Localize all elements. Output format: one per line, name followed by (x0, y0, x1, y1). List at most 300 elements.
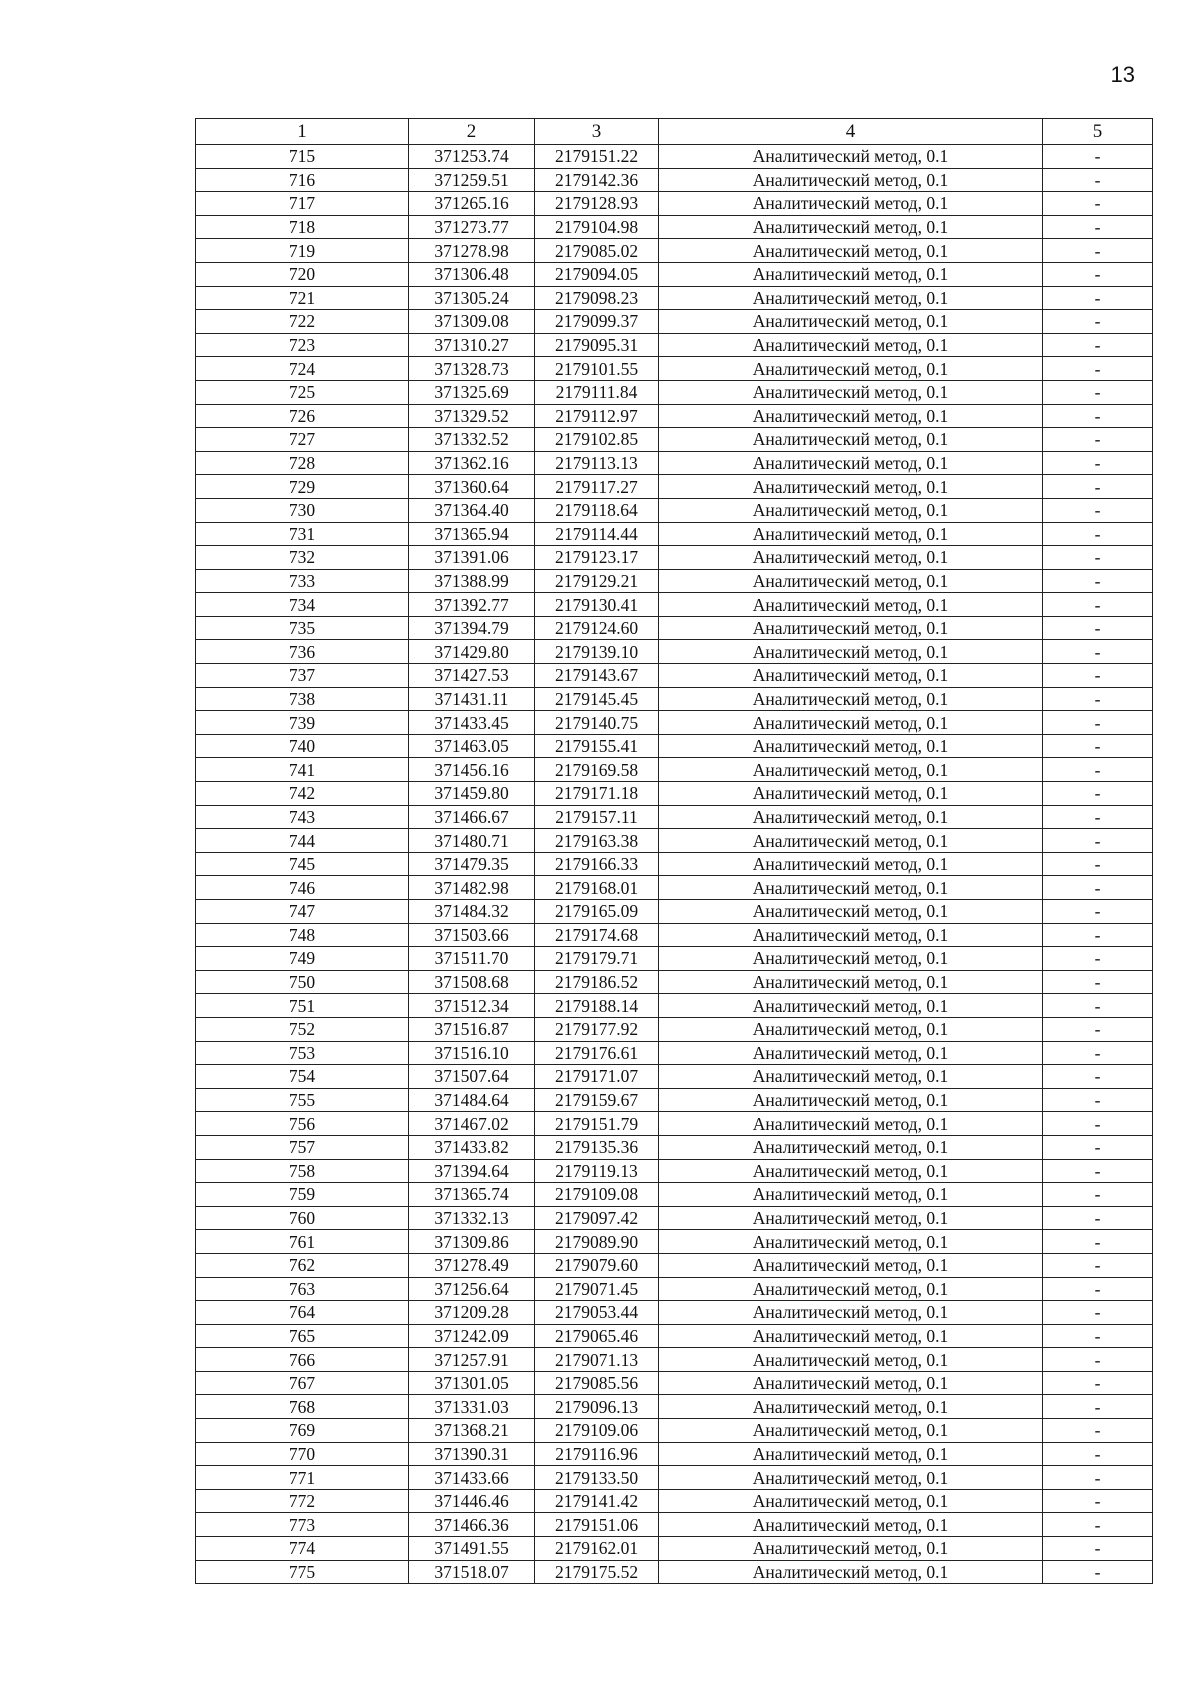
table-row (196, 1183, 1153, 1207)
method-cell: Аналитический метод, 0.1 (659, 805, 1043, 829)
point-number-cell: 766 (196, 1348, 409, 1372)
note-cell: - (1043, 262, 1153, 286)
note-cell: - (1043, 451, 1153, 475)
y-coordinate-cell: 2179135.36 (535, 1135, 659, 1159)
x-coordinate-cell: 371466.36 (409, 1513, 535, 1537)
y-coordinate-cell: 2179096.13 (535, 1395, 659, 1419)
table-row (196, 404, 1153, 428)
x-coordinate-cell: 371301.05 (409, 1371, 535, 1395)
note-cell: - (1043, 593, 1153, 617)
note-cell: - (1043, 1513, 1153, 1537)
y-coordinate-cell: 2179163.38 (535, 829, 659, 853)
method-cell: Аналитический метод, 0.1 (659, 1395, 1043, 1419)
method-cell: Аналитический метод, 0.1 (659, 994, 1043, 1018)
x-coordinate-cell: 371508.68 (409, 970, 535, 994)
point-number-cell: 763 (196, 1277, 409, 1301)
note-cell: - (1043, 1301, 1153, 1325)
x-coordinate-cell: 371329.52 (409, 404, 535, 428)
y-coordinate-cell: 2179071.45 (535, 1277, 659, 1301)
table-row (196, 1466, 1153, 1490)
method-cell: Аналитический метод, 0.1 (659, 428, 1043, 452)
note-cell: - (1043, 1159, 1153, 1183)
note-cell: - (1043, 1112, 1153, 1136)
table-row (196, 357, 1153, 381)
note-cell: - (1043, 168, 1153, 192)
point-number-cell: 768 (196, 1395, 409, 1419)
table-row (196, 1206, 1153, 1230)
point-number-cell: 758 (196, 1159, 409, 1183)
note-cell: - (1043, 1088, 1153, 1112)
method-cell: Аналитический метод, 0.1 (659, 239, 1043, 263)
x-coordinate-cell: 371388.99 (409, 569, 535, 593)
point-number-cell: 749 (196, 947, 409, 971)
column-header-5: 5 (1043, 119, 1153, 145)
note-cell: - (1043, 1065, 1153, 1089)
y-coordinate-cell: 2179175.52 (535, 1560, 659, 1584)
y-coordinate-cell: 2179171.07 (535, 1065, 659, 1089)
y-coordinate-cell: 2179123.17 (535, 546, 659, 570)
note-cell: - (1043, 994, 1153, 1018)
column-header-4: 4 (659, 119, 1043, 145)
coordinates-table (195, 118, 1153, 1584)
note-cell: - (1043, 687, 1153, 711)
note-cell: - (1043, 475, 1153, 499)
point-number-cell: 769 (196, 1419, 409, 1443)
table-row (196, 569, 1153, 593)
point-number-cell: 716 (196, 168, 409, 192)
table-row (196, 262, 1153, 286)
table-row (196, 1489, 1153, 1513)
note-cell: - (1043, 1489, 1153, 1513)
table-row (196, 734, 1153, 758)
point-number-cell: 774 (196, 1537, 409, 1561)
table-row (196, 1324, 1153, 1348)
point-number-cell: 756 (196, 1112, 409, 1136)
x-coordinate-cell: 371332.13 (409, 1206, 535, 1230)
x-coordinate-cell: 371394.79 (409, 616, 535, 640)
y-coordinate-cell: 2179141.42 (535, 1489, 659, 1513)
point-number-cell: 764 (196, 1301, 409, 1325)
x-coordinate-cell: 371305.24 (409, 286, 535, 310)
table-row (196, 1088, 1153, 1112)
point-number-cell: 731 (196, 522, 409, 546)
note-cell: - (1043, 1560, 1153, 1584)
x-coordinate-cell: 371459.80 (409, 782, 535, 806)
note-cell: - (1043, 1466, 1153, 1490)
point-number-cell: 720 (196, 262, 409, 286)
point-number-cell: 736 (196, 640, 409, 664)
x-coordinate-cell: 371331.03 (409, 1395, 535, 1419)
y-coordinate-cell: 2179079.60 (535, 1253, 659, 1277)
table-header-row (196, 119, 1153, 145)
note-cell: - (1043, 357, 1153, 381)
x-coordinate-cell: 371310.27 (409, 333, 535, 357)
table-row (196, 829, 1153, 853)
y-coordinate-cell: 2179119.13 (535, 1159, 659, 1183)
x-coordinate-cell: 371332.52 (409, 428, 535, 452)
table-row (196, 1395, 1153, 1419)
note-cell: - (1043, 758, 1153, 782)
y-coordinate-cell: 2179097.42 (535, 1206, 659, 1230)
method-cell: Аналитический метод, 0.1 (659, 923, 1043, 947)
table-row (196, 758, 1153, 782)
y-coordinate-cell: 2179071.13 (535, 1348, 659, 1372)
method-cell: Аналитический метод, 0.1 (659, 640, 1043, 664)
point-number-cell: 753 (196, 1041, 409, 1065)
note-cell: - (1043, 1253, 1153, 1277)
note-cell: - (1043, 970, 1153, 994)
y-coordinate-cell: 2179099.37 (535, 310, 659, 334)
note-cell: - (1043, 734, 1153, 758)
y-coordinate-cell: 2179151.22 (535, 145, 659, 169)
point-number-cell: 746 (196, 876, 409, 900)
x-coordinate-cell: 371209.28 (409, 1301, 535, 1325)
y-coordinate-cell: 2179065.46 (535, 1324, 659, 1348)
point-number-cell: 737 (196, 664, 409, 688)
point-number-cell: 747 (196, 900, 409, 924)
note-cell: - (1043, 428, 1153, 452)
y-coordinate-cell: 2179176.61 (535, 1041, 659, 1065)
y-coordinate-cell: 2179128.93 (535, 192, 659, 216)
method-cell: Аналитический метод, 0.1 (659, 1230, 1043, 1254)
method-cell: Аналитический метод, 0.1 (659, 522, 1043, 546)
note-cell: - (1043, 852, 1153, 876)
note-cell: - (1043, 1442, 1153, 1466)
point-number-cell: 745 (196, 852, 409, 876)
method-cell: Аналитический метод, 0.1 (659, 1183, 1043, 1207)
table-row (196, 145, 1153, 169)
method-cell: Аналитический метод, 0.1 (659, 1324, 1043, 1348)
method-cell: Аналитический метод, 0.1 (659, 286, 1043, 310)
point-number-cell: 723 (196, 333, 409, 357)
point-number-cell: 732 (196, 546, 409, 570)
table-body (196, 145, 1153, 1584)
y-coordinate-cell: 2179117.27 (535, 475, 659, 499)
x-coordinate-cell: 371365.74 (409, 1183, 535, 1207)
note-cell: - (1043, 1324, 1153, 1348)
table-row (196, 428, 1153, 452)
method-cell: Аналитический метод, 0.1 (659, 758, 1043, 782)
method-cell: Аналитический метод, 0.1 (659, 475, 1043, 499)
table-row (196, 900, 1153, 924)
method-cell: Аналитический метод, 0.1 (659, 1301, 1043, 1325)
x-coordinate-cell: 371463.05 (409, 734, 535, 758)
table-row (196, 451, 1153, 475)
y-coordinate-cell: 2179166.33 (535, 852, 659, 876)
page-number: 13 (1110, 62, 1135, 87)
note-cell: - (1043, 1277, 1153, 1301)
x-coordinate-cell: 371278.98 (409, 239, 535, 263)
point-number-cell: 729 (196, 475, 409, 499)
note-cell: - (1043, 829, 1153, 853)
y-coordinate-cell: 2179171.18 (535, 782, 659, 806)
point-number-cell: 771 (196, 1466, 409, 1490)
point-number-cell: 719 (196, 239, 409, 263)
y-coordinate-cell: 2179186.52 (535, 970, 659, 994)
y-coordinate-cell: 2179098.23 (535, 286, 659, 310)
point-number-cell: 765 (196, 1324, 409, 1348)
note-cell: - (1043, 711, 1153, 735)
method-cell: Аналитический метод, 0.1 (659, 1253, 1043, 1277)
method-cell: Аналитический метод, 0.1 (659, 876, 1043, 900)
note-cell: - (1043, 239, 1153, 263)
x-coordinate-cell: 371265.16 (409, 192, 535, 216)
x-coordinate-cell: 371482.98 (409, 876, 535, 900)
point-number-cell: 773 (196, 1513, 409, 1537)
table-row (196, 782, 1153, 806)
point-number-cell: 752 (196, 1017, 409, 1041)
x-coordinate-cell: 371431.11 (409, 687, 535, 711)
method-cell: Аналитический метод, 0.1 (659, 498, 1043, 522)
table-row (196, 475, 1153, 499)
method-cell: Аналитический метод, 0.1 (659, 1560, 1043, 1584)
point-number-cell: 718 (196, 215, 409, 239)
x-coordinate-cell: 371456.16 (409, 758, 535, 782)
note-cell: - (1043, 1135, 1153, 1159)
x-coordinate-cell: 371392.77 (409, 593, 535, 617)
point-number-cell: 726 (196, 404, 409, 428)
table-row (196, 805, 1153, 829)
x-coordinate-cell: 371253.74 (409, 145, 535, 169)
note-cell: - (1043, 1041, 1153, 1065)
method-cell: Аналитический метод, 0.1 (659, 215, 1043, 239)
y-coordinate-cell: 2179169.58 (535, 758, 659, 782)
method-cell: Аналитический метод, 0.1 (659, 404, 1043, 428)
x-coordinate-cell: 371518.07 (409, 1560, 535, 1584)
table-row (196, 1537, 1153, 1561)
x-coordinate-cell: 371309.08 (409, 310, 535, 334)
table-row (196, 1277, 1153, 1301)
x-coordinate-cell: 371364.40 (409, 498, 535, 522)
method-cell: Аналитический метод, 0.1 (659, 262, 1043, 286)
method-cell: Аналитический метод, 0.1 (659, 192, 1043, 216)
point-number-cell: 724 (196, 357, 409, 381)
x-coordinate-cell: 371390.31 (409, 1442, 535, 1466)
method-cell: Аналитический метод, 0.1 (659, 593, 1043, 617)
y-coordinate-cell: 2179179.71 (535, 947, 659, 971)
method-cell: Аналитический метод, 0.1 (659, 357, 1043, 381)
y-coordinate-cell: 2179139.10 (535, 640, 659, 664)
x-coordinate-cell: 371433.45 (409, 711, 535, 735)
table-row (196, 664, 1153, 688)
point-number-cell: 775 (196, 1560, 409, 1584)
method-cell: Аналитический метод, 0.1 (659, 852, 1043, 876)
method-cell: Аналитический метод, 0.1 (659, 1206, 1043, 1230)
x-coordinate-cell: 371516.10 (409, 1041, 535, 1065)
y-coordinate-cell: 2179053.44 (535, 1301, 659, 1325)
method-cell: Аналитический метод, 0.1 (659, 782, 1043, 806)
method-cell: Аналитический метод, 0.1 (659, 1513, 1043, 1537)
point-number-cell: 767 (196, 1371, 409, 1395)
y-coordinate-cell: 2179142.36 (535, 168, 659, 192)
point-number-cell: 760 (196, 1206, 409, 1230)
y-coordinate-cell: 2179129.21 (535, 569, 659, 593)
table-row (196, 1253, 1153, 1277)
method-cell: Аналитический метод, 0.1 (659, 1112, 1043, 1136)
note-cell: - (1043, 1230, 1153, 1254)
point-number-cell: 738 (196, 687, 409, 711)
y-coordinate-cell: 2179114.44 (535, 522, 659, 546)
method-cell: Аналитический метод, 0.1 (659, 687, 1043, 711)
table-row (196, 687, 1153, 711)
column-header-1: 1 (196, 119, 409, 145)
method-cell: Аналитический метод, 0.1 (659, 1442, 1043, 1466)
table-row (196, 1513, 1153, 1537)
y-coordinate-cell: 2179124.60 (535, 616, 659, 640)
method-cell: Аналитический метод, 0.1 (659, 1017, 1043, 1041)
y-coordinate-cell: 2179112.97 (535, 404, 659, 428)
table-row (196, 498, 1153, 522)
table-row (196, 1017, 1153, 1041)
note-cell: - (1043, 1206, 1153, 1230)
table-row (196, 522, 1153, 546)
method-cell: Аналитический метод, 0.1 (659, 829, 1043, 853)
note-cell: - (1043, 215, 1153, 239)
table-row (196, 1159, 1153, 1183)
note-cell: - (1043, 1348, 1153, 1372)
x-coordinate-cell: 371484.64 (409, 1088, 535, 1112)
point-number-cell: 741 (196, 758, 409, 782)
y-coordinate-cell: 2179168.01 (535, 876, 659, 900)
method-cell: Аналитический метод, 0.1 (659, 1371, 1043, 1395)
x-coordinate-cell: 371466.67 (409, 805, 535, 829)
table-row (196, 947, 1153, 971)
note-cell: - (1043, 1183, 1153, 1207)
point-number-cell: 722 (196, 310, 409, 334)
point-number-cell: 721 (196, 286, 409, 310)
note-cell: - (1043, 333, 1153, 357)
point-number-cell: 750 (196, 970, 409, 994)
y-coordinate-cell: 2179151.06 (535, 1513, 659, 1537)
table-row (196, 994, 1153, 1018)
y-coordinate-cell: 2179159.67 (535, 1088, 659, 1112)
table-row (196, 852, 1153, 876)
table-row (196, 616, 1153, 640)
table-row (196, 333, 1153, 357)
point-number-cell: 725 (196, 380, 409, 404)
point-number-cell: 733 (196, 569, 409, 593)
note-cell: - (1043, 782, 1153, 806)
method-cell: Аналитический метод, 0.1 (659, 380, 1043, 404)
y-coordinate-cell: 2179174.68 (535, 923, 659, 947)
y-coordinate-cell: 2179188.14 (535, 994, 659, 1018)
method-cell: Аналитический метод, 0.1 (659, 1159, 1043, 1183)
method-cell: Аналитический метод, 0.1 (659, 145, 1043, 169)
y-coordinate-cell: 2179094.05 (535, 262, 659, 286)
table-row (196, 1230, 1153, 1254)
point-number-cell: 762 (196, 1253, 409, 1277)
method-cell: Аналитический метод, 0.1 (659, 1466, 1043, 1490)
note-cell: - (1043, 1419, 1153, 1443)
x-coordinate-cell: 371360.64 (409, 475, 535, 499)
method-cell: Аналитический метод, 0.1 (659, 569, 1043, 593)
x-coordinate-cell: 371306.48 (409, 262, 535, 286)
note-cell: - (1043, 1371, 1153, 1395)
point-number-cell: 739 (196, 711, 409, 735)
x-coordinate-cell: 371429.80 (409, 640, 535, 664)
point-number-cell: 772 (196, 1489, 409, 1513)
x-coordinate-cell: 371394.64 (409, 1159, 535, 1183)
method-cell: Аналитический метод, 0.1 (659, 900, 1043, 924)
method-cell: Аналитический метод, 0.1 (659, 451, 1043, 475)
y-coordinate-cell: 2179089.90 (535, 1230, 659, 1254)
note-cell: - (1043, 546, 1153, 570)
method-cell: Аналитический метод, 0.1 (659, 970, 1043, 994)
y-coordinate-cell: 2179085.02 (535, 239, 659, 263)
note-cell: - (1043, 664, 1153, 688)
point-number-cell: 742 (196, 782, 409, 806)
column-header-3: 3 (535, 119, 659, 145)
y-coordinate-cell: 2179109.08 (535, 1183, 659, 1207)
x-coordinate-cell: 371273.77 (409, 215, 535, 239)
x-coordinate-cell: 371242.09 (409, 1324, 535, 1348)
x-coordinate-cell: 371446.46 (409, 1489, 535, 1513)
note-cell: - (1043, 805, 1153, 829)
y-coordinate-cell: 2179157.11 (535, 805, 659, 829)
x-coordinate-cell: 371325.69 (409, 380, 535, 404)
table-row (196, 192, 1153, 216)
table-row (196, 1301, 1153, 1325)
y-coordinate-cell: 2179177.92 (535, 1017, 659, 1041)
note-cell: - (1043, 640, 1153, 664)
y-coordinate-cell: 2179095.31 (535, 333, 659, 357)
note-cell: - (1043, 286, 1153, 310)
method-cell: Аналитический метод, 0.1 (659, 1277, 1043, 1301)
point-number-cell: 759 (196, 1183, 409, 1207)
note-cell: - (1043, 923, 1153, 947)
table-row (196, 1419, 1153, 1443)
x-coordinate-cell: 371511.70 (409, 947, 535, 971)
point-number-cell: 770 (196, 1442, 409, 1466)
method-cell: Аналитический метод, 0.1 (659, 1419, 1043, 1443)
y-coordinate-cell: 2179113.13 (535, 451, 659, 475)
table-row (196, 640, 1153, 664)
note-cell: - (1043, 498, 1153, 522)
x-coordinate-cell: 371491.55 (409, 1537, 535, 1561)
x-coordinate-cell: 371365.94 (409, 522, 535, 546)
note-cell: - (1043, 404, 1153, 428)
x-coordinate-cell: 371433.66 (409, 1466, 535, 1490)
table-row (196, 239, 1153, 263)
table-row (196, 215, 1153, 239)
point-number-cell: 728 (196, 451, 409, 475)
y-coordinate-cell: 2179151.79 (535, 1112, 659, 1136)
method-cell: Аналитический метод, 0.1 (659, 711, 1043, 735)
y-coordinate-cell: 2179102.85 (535, 428, 659, 452)
point-number-cell: 761 (196, 1230, 409, 1254)
x-coordinate-cell: 371507.64 (409, 1065, 535, 1089)
x-coordinate-cell: 371391.06 (409, 546, 535, 570)
y-coordinate-cell: 2179101.55 (535, 357, 659, 381)
method-cell: Аналитический метод, 0.1 (659, 664, 1043, 688)
method-cell: Аналитический метод, 0.1 (659, 168, 1043, 192)
method-cell: Аналитический метод, 0.1 (659, 1537, 1043, 1561)
note-cell: - (1043, 947, 1153, 971)
y-coordinate-cell: 2179143.67 (535, 664, 659, 688)
table-row (196, 1442, 1153, 1466)
note-cell: - (1043, 522, 1153, 546)
point-number-cell: 734 (196, 593, 409, 617)
point-number-cell: 743 (196, 805, 409, 829)
x-coordinate-cell: 371480.71 (409, 829, 535, 853)
table-row (196, 1348, 1153, 1372)
x-coordinate-cell: 371427.53 (409, 664, 535, 688)
y-coordinate-cell: 2179162.01 (535, 1537, 659, 1561)
note-cell: - (1043, 145, 1153, 169)
method-cell: Аналитический метод, 0.1 (659, 947, 1043, 971)
method-cell: Аналитический метод, 0.1 (659, 1088, 1043, 1112)
point-number-cell: 740 (196, 734, 409, 758)
